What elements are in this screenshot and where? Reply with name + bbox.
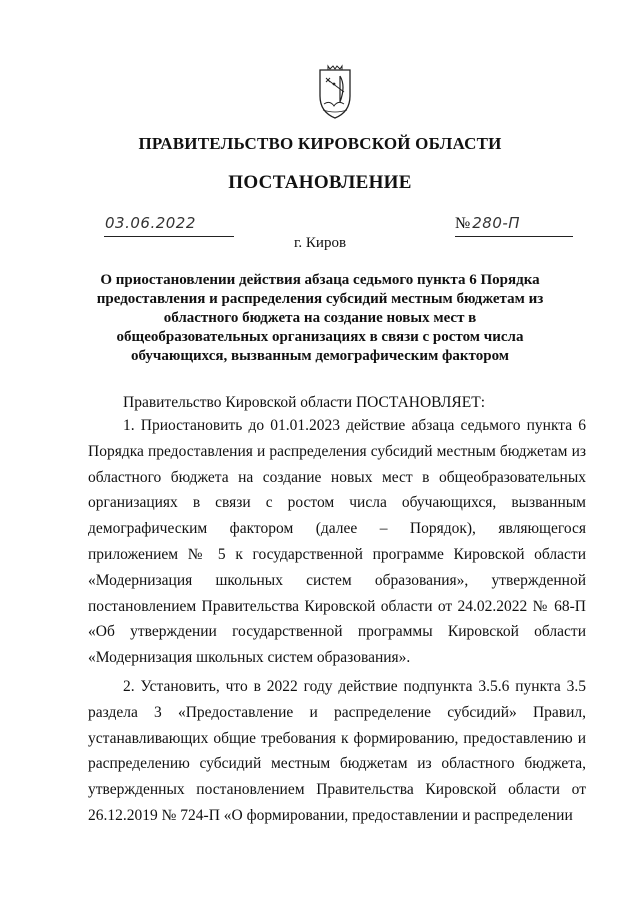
lead-paragraph: Правительство Кировской области ПОСТАНОВЛЯЕТ: <box>123 394 486 411</box>
document-type: ПОСТАНОВЛЕНИЕ <box>228 172 412 193</box>
coat-of-arms-icon <box>314 62 356 120</box>
paragraph-1: 1. Приостановить до 01.01.2023 действие абзаца седьмого пункта 6 Порядка предоставления и распределения субсидий местным бюджетам из областного бюджета на создание новых мест в общеобразовательных организациях в связи с ростом числа обучающихся, вызванным демографическим фактором (далее – Порядок), являющегося приложением № 5 к государственной программе Кировской области «Модернизация школьных систем образования», утвержденной постановлением Правительства Кировской области от 24.02.2022 № 68-П «Об утверждении государственной программы Кировской области «Модернизация школьных систем образования». <box>88 417 586 667</box>
document-title: О приостановлении действия абзаца седьмого пункта 6 Порядка предоставления и распределения субсидий местным бюджетам из областного бюджета на создание новых мест в общеобразовательных организациях в связи с ростом числа обучающихся, вызванным демографическим фактором <box>96 272 544 364</box>
document-date: 03.06.2022 <box>105 214 196 232</box>
organization-name: ПРАВИТЕЛЬСТВО КИРОВСКОЙ ОБЛАСТИ <box>138 134 502 153</box>
document-number: 280-П <box>472 214 521 232</box>
city: г. Киров <box>293 235 347 251</box>
number-field <box>455 214 573 237</box>
number-sign: № <box>455 215 471 232</box>
paragraph-2: 2. Установить, что в 2022 году действие подпункта 3.5.6 пункта 3.5 раздела 3 «Предоставление и распределение субсидий» Правил, устанавливающих общие требования к формированию, предоставлению и распределению субсидий местным бюджетам из областного бюджета, утвержденных постановлением Правительства Кировской области от 26.12.2019 № 724-П «О формировании, предоставлении и распределении <box>88 678 586 824</box>
date-field <box>104 214 234 237</box>
